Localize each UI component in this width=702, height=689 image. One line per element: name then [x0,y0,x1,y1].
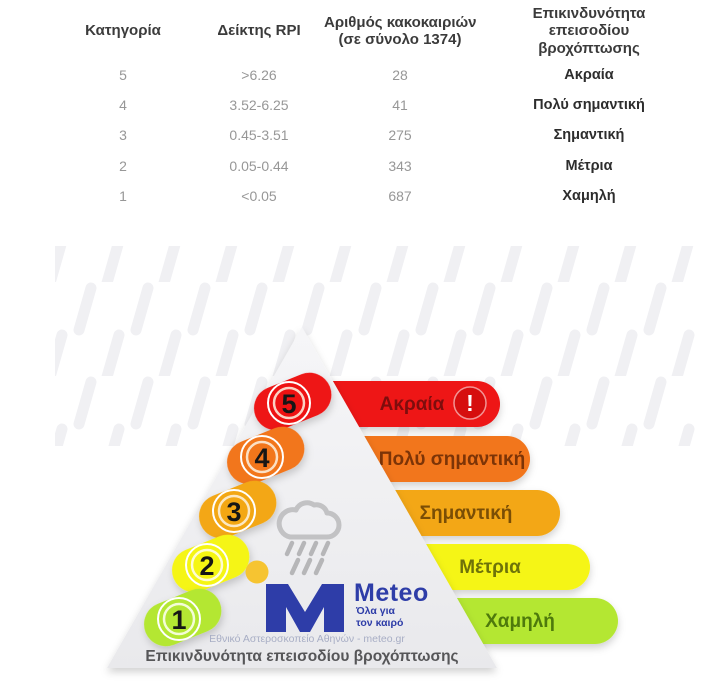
table-row [52,151,702,181]
cell-count: 687 [388,187,412,204]
risk-bar-label-level1: Χαμηλή [485,611,555,632]
header-category: Κατηγορία [85,22,161,40]
pyramid-diagram [0,240,702,689]
risk-bar-label-level5: Ακραία [379,394,445,415]
level-number-2: 2 [199,551,215,581]
svg-text:!: ! [466,390,474,416]
logo-tagline-line2: τον καιρό [356,617,404,629]
cell-risk: Σημαντική [553,127,625,144]
risk-bar-label-level2: Μέτρια [459,557,521,578]
cell-risk: Ακραία [564,67,614,84]
logo-name: Meteo [354,579,429,607]
logo-tagline-line1: Όλα για [356,605,395,617]
level-number-5: 5 [281,389,297,419]
cell-category: 2 [119,157,127,174]
header-risk [476,5,702,57]
header-storm-count-line1: Αριθμός κακοκαιριών [324,13,477,31]
table-header-row [52,2,702,60]
pyramid-caption: Επικινδυνότητα επεισοδίου βροχόπτωσης [145,648,459,665]
table-row [52,60,702,90]
logo-dot [246,561,269,584]
risk-bar-label-level3: Σημαντική [419,503,513,524]
table-row [52,181,702,211]
cell-category: 1 [119,187,127,204]
header-risk-text: Επικινδυνότητα επεισοδίου βροχόπτωσης [532,4,646,57]
cell-rpi: <0.05 [241,187,277,204]
level-number-4: 4 [254,443,270,473]
cell-rpi: 0.45-3.51 [229,127,289,144]
table-row [52,120,702,150]
level-number-1: 1 [171,605,187,635]
cell-risk: Πολύ σημαντική [533,97,645,114]
cell-count: 343 [388,157,412,174]
logo-subtitle: Εθνικό Αστεροσκοπείο Αθηνών - meteo.gr [209,633,405,645]
level-number-3: 3 [226,497,242,527]
cell-category: 4 [119,97,127,114]
header-rpi-index: Δείκτης RPI [217,22,301,40]
table-row [52,90,702,120]
header-storm-count-line2: (σε σύνολο 1374) [338,31,462,48]
cell-rpi: 0.05-0.44 [229,157,289,174]
cell-risk: Χαμηλή [562,187,616,204]
cell-risk: Μέτρια [565,157,613,174]
cell-count: 275 [388,127,412,144]
cell-count: 28 [392,67,408,84]
rpi-table [52,0,702,211]
header-storm-count [324,14,476,49]
cell-rpi: >6.26 [241,67,277,84]
cell-rpi: 3.52-6.25 [229,97,289,114]
cell-category: 3 [119,127,127,144]
risk-bar-label-level4: Πολύ σημαντική [378,449,526,470]
cell-count: 41 [392,97,408,114]
alert-icon [454,387,486,419]
cell-category: 5 [119,67,127,84]
